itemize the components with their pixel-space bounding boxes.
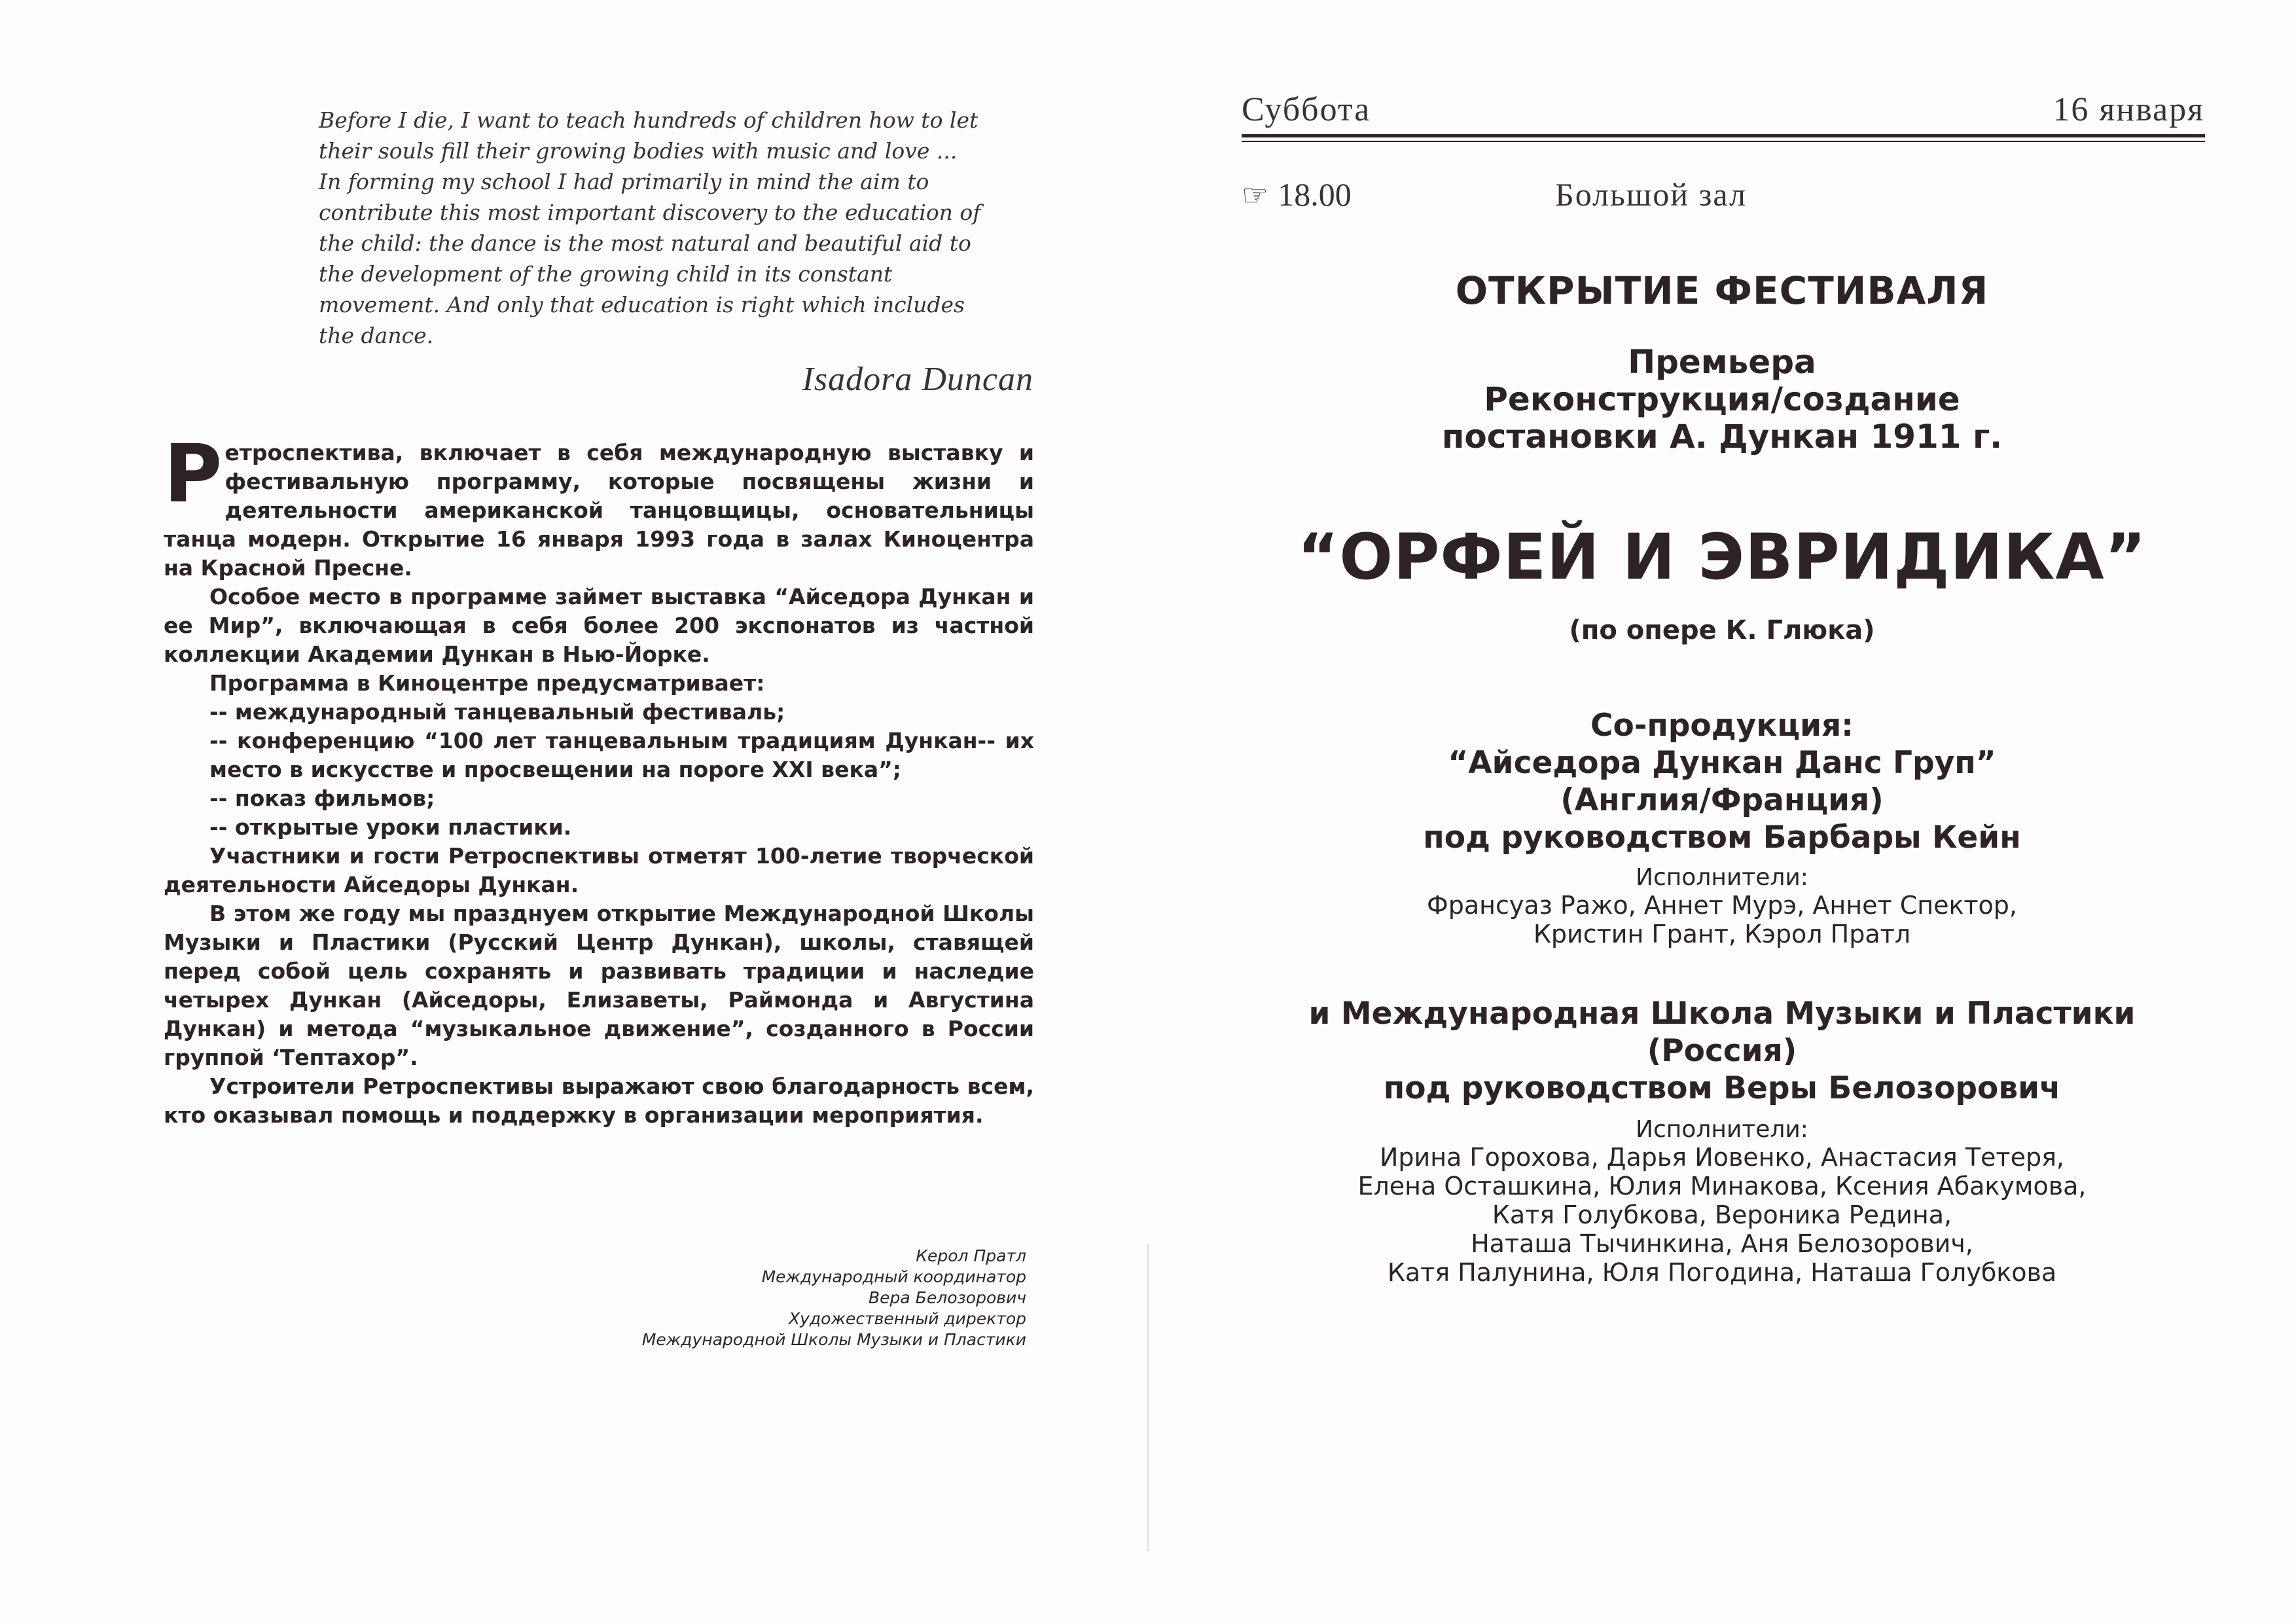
opera-note: (по опере К. Глюка) <box>1569 615 1875 645</box>
quote-line: the development of the growing child in its constant <box>319 261 893 287</box>
header-rule <box>1242 134 2205 137</box>
quote-line: Before I die, I want to teach hundreds of children how to let <box>319 107 978 133</box>
event-time <box>1242 175 1352 213</box>
paragraph-program: Программа в Киноцентре предусматривает: <box>209 670 765 696</box>
signature-line: Художественный директор <box>788 1309 1026 1328</box>
right-page <box>1148 0 2296 1624</box>
performers-line: Кристин Грант, Кэрол Пратл <box>1533 920 1911 948</box>
paragraph-school: В этом же году мы празднуем открытие Международной Школы Музыки и Пластики (Русский Центр Дункан), школы, ставящей перед собой цель сохранять и развивать традиции и наследие четырех Дункан (Айседоры, Елизаветы, Раймонда и Августина Дункан) и метода “музыкальное движение”, созданного в России группой ‘Тептахор”. <box>164 901 1034 1070</box>
list-item: -- конференцию “100 лет танцевальным традициям Дункан-- их место в искусстве и просвещении на пороге XXI века”; <box>209 728 1034 782</box>
drop-cap: Р <box>164 427 223 520</box>
paragraph-anniversary: Участники и гости Ретроспективы отметят 100-летие творческой деятельности Айседоры Дункан. <box>164 843 1034 897</box>
coproduction-line: Со-продукция: <box>1590 708 1854 744</box>
performers-line: Франсуаз Ражо, Аннет Мурэ, Аннет Спектор, <box>1426 891 2018 920</box>
quote-line: movement. And only that education is right which includes <box>319 292 965 317</box>
performers-line: Наташа Тычинкина, Аня Белозорович, <box>1471 1229 1973 1258</box>
premiere-line: постановки А. Дункан 1911 г. <box>1441 418 2003 456</box>
signature-line: Вера Белозорович <box>869 1288 1026 1307</box>
header-day: Суббота <box>1242 91 1371 128</box>
time-text: 18.00 <box>1278 176 1352 213</box>
article-body <box>164 427 1034 1130</box>
performers-line: Катя Палунина, Юля Погодина, Наташа Голубкова <box>1387 1258 2057 1287</box>
paragraph-text: етроспектива, включает в себя международную выставку и фестивальную программу, которые посвящены жизни и деятельности американской танцовщицы, основательницы танца модерн. Открытие 16 января 1993 года в залах Киноцентра на Красной Пресне. <box>164 440 1034 581</box>
list-item: -- показ фильмов; <box>209 785 435 811</box>
performers-line: Катя Голубкова, Вероника Редина, <box>1492 1200 1952 1229</box>
school-block <box>1148 995 2296 1107</box>
school-line: и Международная Школа Музыки и Пластики <box>1308 996 2136 1032</box>
paragraph-intro <box>164 427 1034 583</box>
performers-group-2 <box>1148 1116 2296 1287</box>
coproduction-line: “Айседора Дункан Данс Груп” <box>1448 745 1996 781</box>
coproduction-block <box>1148 707 2296 856</box>
signature-line: Международный координатор <box>761 1267 1026 1286</box>
premiere-line: Премьера <box>1628 343 1816 381</box>
performers-names <box>1148 891 2296 948</box>
header-date: 16 января <box>2053 91 2204 128</box>
festival-opening-heading: ОТКРЫТИЕ ФЕСТИВАЛЯ <box>1455 268 1989 313</box>
quote-line: contribute this most important discovery to the education of <box>319 200 981 225</box>
performers-group-1 <box>1148 864 2296 948</box>
list-item: -- международный танцевальный фестиваль; <box>209 699 785 725</box>
pointing-hand-icon: ☞ <box>1242 179 1269 212</box>
signature-line: Международной Школы Музыки и Пластики <box>641 1330 1026 1349</box>
signature-block <box>642 1246 1026 1350</box>
school-line: (Россия) <box>1647 1033 1797 1069</box>
performers-names <box>1148 1143 2296 1287</box>
epigraph-quote <box>319 105 1039 351</box>
quote-line: the child: the dance is the most natural and beautiful aid to <box>319 230 971 256</box>
paragraph-thanks: Устроители Ретроспективы выражают свою благодарность всем, кто оказывал помощь и поддержку в организации мероприятия. <box>164 1074 1034 1128</box>
performance-title: “ОРФЕЙ И ЭВРИДИКА” <box>1297 520 2147 594</box>
list-item: -- открытые уроки пластики. <box>209 814 572 840</box>
performers-line: Елена Осташкина, Юлия Минакова, Ксения Абакумова, <box>1357 1172 2087 1200</box>
school-line: под руководством Веры Белозорович <box>1383 1070 2061 1106</box>
coproduction-line: под руководством Барбары Кейн <box>1423 820 2021 856</box>
header-rule <box>1242 141 2205 142</box>
event-hall: Большой зал <box>1555 176 1747 213</box>
quote-line: the dance. <box>319 323 434 348</box>
coproduction-line: (Англия/Франция) <box>1560 782 1884 818</box>
performers-label: Исполнители: <box>1636 864 1808 891</box>
premiere-block <box>1148 344 2296 456</box>
performers-label: Исполнители: <box>1636 1116 1808 1143</box>
quote-line: In forming my school I had primarily in mind the aim to <box>319 169 929 194</box>
paragraph-exhibition: Особое место в программе займет выставка “Айседора Дункан и ее Мир”, включающая в себя более 200 экспонатов из частной коллекции Академии Дункан в Нью-Йорке. <box>164 584 1034 667</box>
premiere-line: Реконструкция/создание <box>1484 380 1960 418</box>
signature-line: Керол Пратл <box>916 1246 1026 1265</box>
quote-author: Isadora Duncan <box>802 361 1033 398</box>
quote-line: their souls fill their growing bodies with music and love ... <box>319 138 958 164</box>
performers-line: Ирина Горохова, Дарья Иовенко, Анастасия Тетеря, <box>1379 1143 2065 1172</box>
